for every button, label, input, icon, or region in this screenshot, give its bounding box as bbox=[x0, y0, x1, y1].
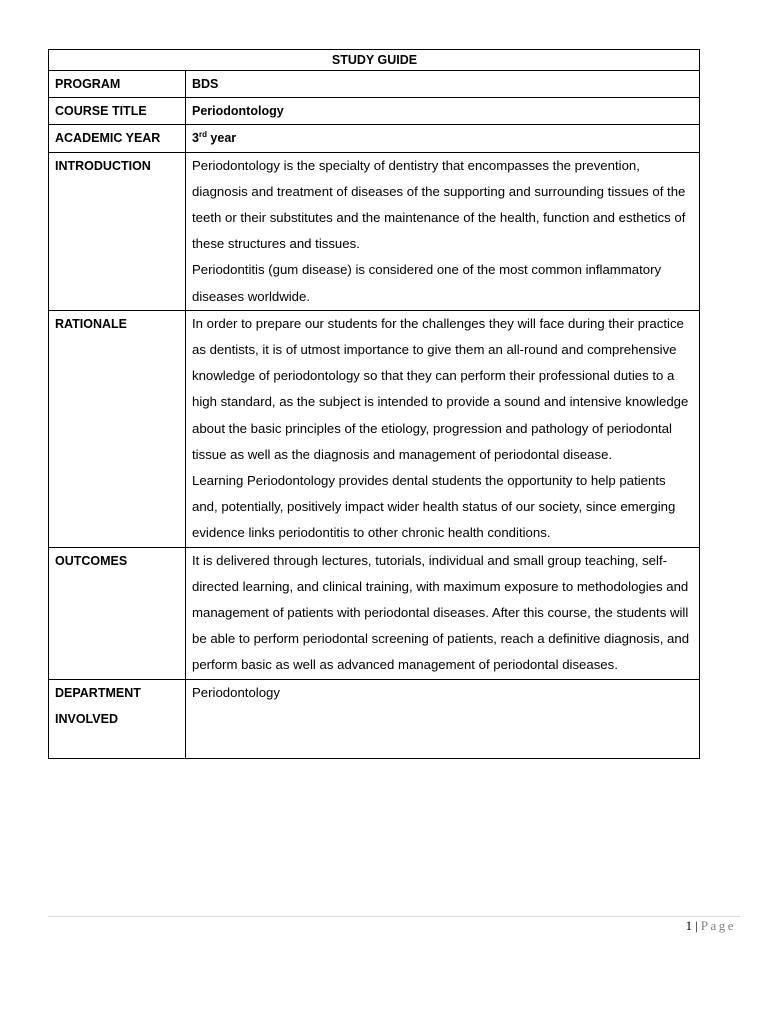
introduction-value bbox=[186, 152, 700, 310]
page-number: 1 bbox=[685, 918, 693, 933]
footer-divider bbox=[48, 916, 740, 917]
introduction-row bbox=[49, 152, 700, 310]
course-title-value: Periodontology bbox=[186, 98, 700, 125]
department-row bbox=[49, 679, 700, 758]
course-title-label: COURSE TITLE bbox=[49, 98, 186, 125]
page-word: Page bbox=[700, 918, 736, 933]
outcomes-value bbox=[186, 547, 700, 679]
rationale-paragraph: Learning Periodontology provides dental students the opportunity to help patients and, potentially, positively impact wider health status of our society, since emerging evidence links periodontitis to other chronic health conditions. bbox=[192, 473, 676, 541]
department-label-line1: DEPARTMENT bbox=[55, 685, 141, 700]
outcomes-paragraph: It is delivered through lectures, tutorials, individual and small group teaching, self-directed learning, and clinical training, with maximum exposure to methodologies and management of patients with periodontal diseases. After this course, the students will be able to perform periodontal screening of patients, reach a definitive diagnosis, and perform basic as well as advanced management of periodontal diseases. bbox=[192, 552, 690, 673]
table-title: STUDY GUIDE bbox=[49, 50, 700, 71]
program-value: BDS bbox=[186, 71, 700, 98]
academic-year-number: 3 bbox=[192, 131, 199, 146]
academic-year-row bbox=[49, 125, 700, 152]
department-value: Periodontology bbox=[186, 679, 700, 758]
program-row bbox=[49, 71, 700, 98]
study-guide-table bbox=[48, 49, 700, 759]
academic-year-label: ACADEMIC YEAR bbox=[49, 125, 186, 152]
academic-year-value bbox=[186, 125, 700, 152]
title-row bbox=[49, 50, 700, 71]
rationale-value bbox=[186, 310, 700, 547]
rationale-row bbox=[49, 310, 700, 547]
rationale-label: RATIONALE bbox=[49, 310, 186, 547]
outcomes-label: OUTCOMES bbox=[49, 547, 186, 679]
introduction-paragraph: Periodontology is the specialty of dentistry that encompasses the prevention, diagnosis and treatment of diseases of the supporting and surrounding tissues of the teeth or their substitutes and the maintenance of the health, function and esthetics of these structures and tissues. bbox=[192, 157, 686, 252]
academic-year-word: year bbox=[206, 131, 237, 146]
introduction-label: INTRODUCTION bbox=[49, 152, 186, 310]
program-label: PROGRAM bbox=[49, 71, 186, 98]
rationale-paragraph: In order to prepare our students for the challenges they will face during their practice as dentists, it is of utmost importance to give them an all-round and comprehensive knowledge of periodontology so that they can perform their professional duties to a high standard, as the subject is intended to provide a sound and intensive knowledge about the basic principles of the etiology, progression and pathology of periodontal tissue as well as the diagnosis and management of periodontal disease. bbox=[192, 315, 689, 462]
page-footer bbox=[686, 918, 736, 934]
department-label-line2: INVOLVED bbox=[55, 711, 118, 726]
academic-year-suffix: rd bbox=[198, 130, 207, 140]
introduction-paragraph: Periodontitis (gum disease) is considered one of the most common inflammatory diseases worldwide. bbox=[192, 262, 662, 304]
outcomes-row bbox=[49, 547, 700, 679]
course-title-row bbox=[49, 98, 700, 125]
department-label bbox=[49, 679, 186, 758]
page-separator: | bbox=[695, 918, 698, 933]
